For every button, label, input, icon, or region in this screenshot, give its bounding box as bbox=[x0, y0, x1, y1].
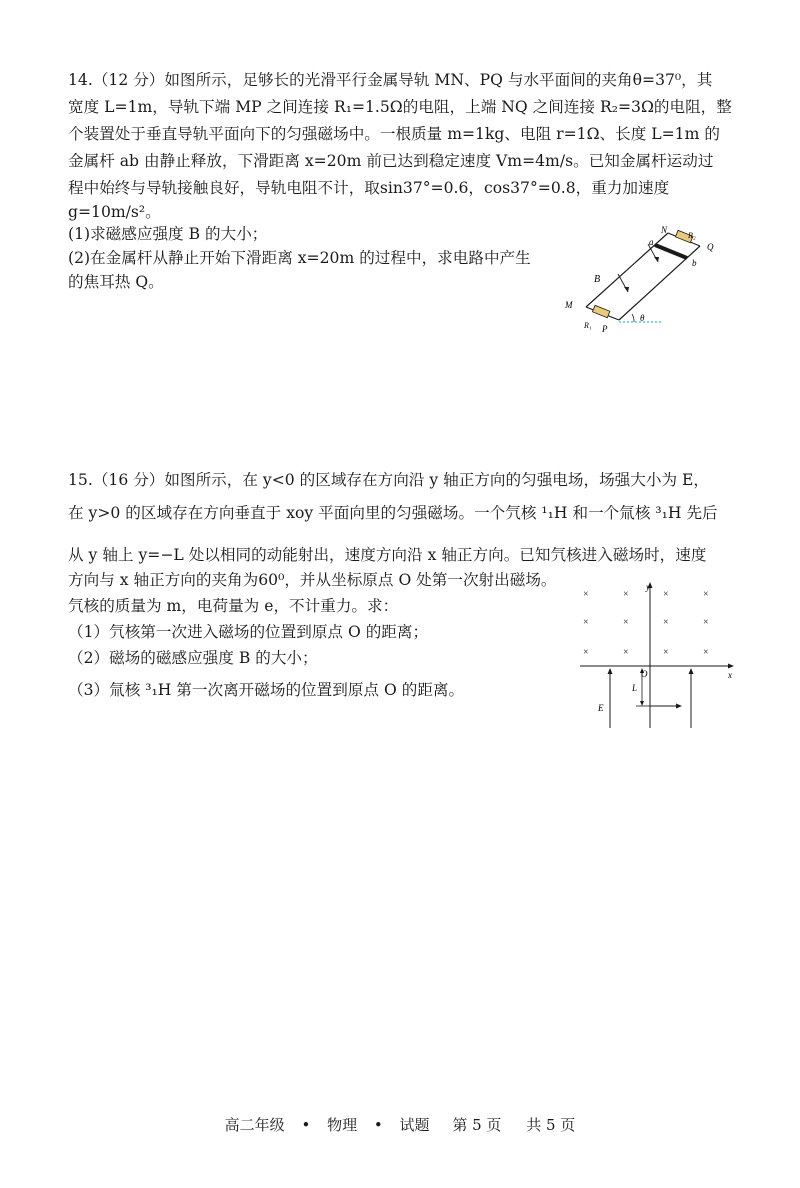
footer-grade: 高二年级 bbox=[224, 1116, 285, 1134]
q15-label-origin: O bbox=[641, 669, 648, 679]
footer-subject: 物理 bbox=[327, 1116, 358, 1134]
q15-question-1: （1）氕核第一次进入磁场的位置到原点 O 的距离； bbox=[68, 623, 429, 641]
footer-total-pages: 共 5 页 bbox=[526, 1116, 576, 1134]
q14-label-theta: θ bbox=[640, 313, 645, 323]
q14-line-4: 金属杆 ab 由静止释放，下滑距离 x=20m 前已达到稳定速度 Vm=4m/s。已知金属杆运动过 bbox=[68, 152, 714, 170]
q14-rail-figure bbox=[560, 222, 735, 340]
q14-line-5: 程中始终与导轨接触良好，导轨电阻不计，取sin37°=0.6，cos37°=0.8，重力加速度 bbox=[68, 179, 670, 197]
q14-line-3: 个装置处于垂直导轨平面向下的匀强磁场中。一根质量 m=1kg、电阻 r=1Ω、长度 L=1m 的 bbox=[68, 125, 720, 143]
q15-label-e: E bbox=[598, 703, 604, 713]
footer-separator-2: • bbox=[373, 1116, 383, 1134]
q14-label-n: N bbox=[661, 225, 668, 235]
q15-label-x: x bbox=[728, 670, 732, 680]
q14-question-1: (1)求磁感应强度 B 的大小； bbox=[68, 225, 268, 243]
q15-line-5: 氕核的质量为 m，电荷量为 e，不计重力。求： bbox=[68, 597, 399, 615]
q15-question-3: （3）氚核 ³₁H 第一次离开磁场的位置到原点 O 的距离。 bbox=[68, 681, 465, 699]
q14-line-2: 宽度 L=1m，导轨下端 MP 之间连接 R₁=1.5Ω的电阻，上端 NQ 之间连接 R₂=3Ω的电阻，整 bbox=[68, 98, 732, 116]
q14-question-2-cont: 的焦耳热 Q。 bbox=[68, 273, 164, 291]
svg-text:×: × bbox=[663, 617, 669, 628]
q15-label-l: L bbox=[632, 683, 638, 693]
q14-label-r2: R₂ bbox=[688, 231, 696, 240]
q15-field-figure bbox=[578, 580, 738, 730]
q14-label-p: P bbox=[602, 324, 608, 334]
page-footer bbox=[0, 1114, 800, 1135]
footer-page-number: 第 5 页 bbox=[452, 1116, 502, 1134]
svg-text:×: × bbox=[583, 617, 589, 628]
q14-question-2: (2)在金属杆从静止开始下滑距离 x=20m 的过程中，求电路中产生 bbox=[68, 249, 531, 267]
q14-label-r1: R₁ bbox=[584, 321, 592, 330]
svg-text:×: × bbox=[663, 589, 669, 600]
q15-label-y: y bbox=[646, 582, 650, 592]
footer-kind: 试题 bbox=[399, 1116, 430, 1134]
q14-label-b: b bbox=[692, 258, 697, 268]
q15-question-2: （2）磁场的磁感应强度 B 的大小； bbox=[68, 649, 318, 667]
q15-line-4: 方向与 x 轴正方向的夹角为60⁰，并从坐标原点 O 处第一次射出磁场。 bbox=[68, 571, 557, 589]
q15-line-2: 在 y>0 的区域存在方向垂直于 xoy 平面向里的匀强磁场。一个氕核 ¹₁H 和一个氚核 ³₁H 先后 bbox=[68, 504, 718, 522]
magnetic-field-crosses bbox=[583, 589, 709, 658]
q14-label-field: B bbox=[594, 274, 601, 285]
svg-text:×: × bbox=[703, 617, 709, 628]
svg-text:×: × bbox=[663, 647, 669, 658]
svg-text:×: × bbox=[623, 617, 629, 628]
q14-label-m: M bbox=[565, 300, 573, 310]
svg-text:×: × bbox=[703, 589, 709, 600]
q15-line-1: 15.（16 分）如图所示，在 y<0 的区域存在方向沿 y 轴正方向的匀强电场，场强大小为 E， bbox=[68, 471, 709, 489]
q14-line-6: g=10m/s²。 bbox=[68, 203, 161, 221]
svg-text:×: × bbox=[623, 589, 629, 600]
svg-text:×: × bbox=[583, 647, 589, 658]
q14-label-q: Q bbox=[707, 242, 714, 252]
q15-line-3: 从 y 轴上 y=−L 处以相同的动能射出，速度方向沿 x 轴正方向。已知氕核进入磁场时，速度 bbox=[68, 546, 707, 564]
svg-text:×: × bbox=[583, 589, 589, 600]
svg-text:×: × bbox=[703, 647, 709, 658]
footer-separator-1: • bbox=[301, 1116, 311, 1134]
svg-text:×: × bbox=[623, 647, 629, 658]
q14-line-1: 14.（12 分）如图所示，足够长的光滑平行金属导轨 MN、PQ 与水平面间的夹角θ=37⁰，其 bbox=[68, 71, 713, 89]
q14-label-a: a bbox=[649, 237, 654, 247]
